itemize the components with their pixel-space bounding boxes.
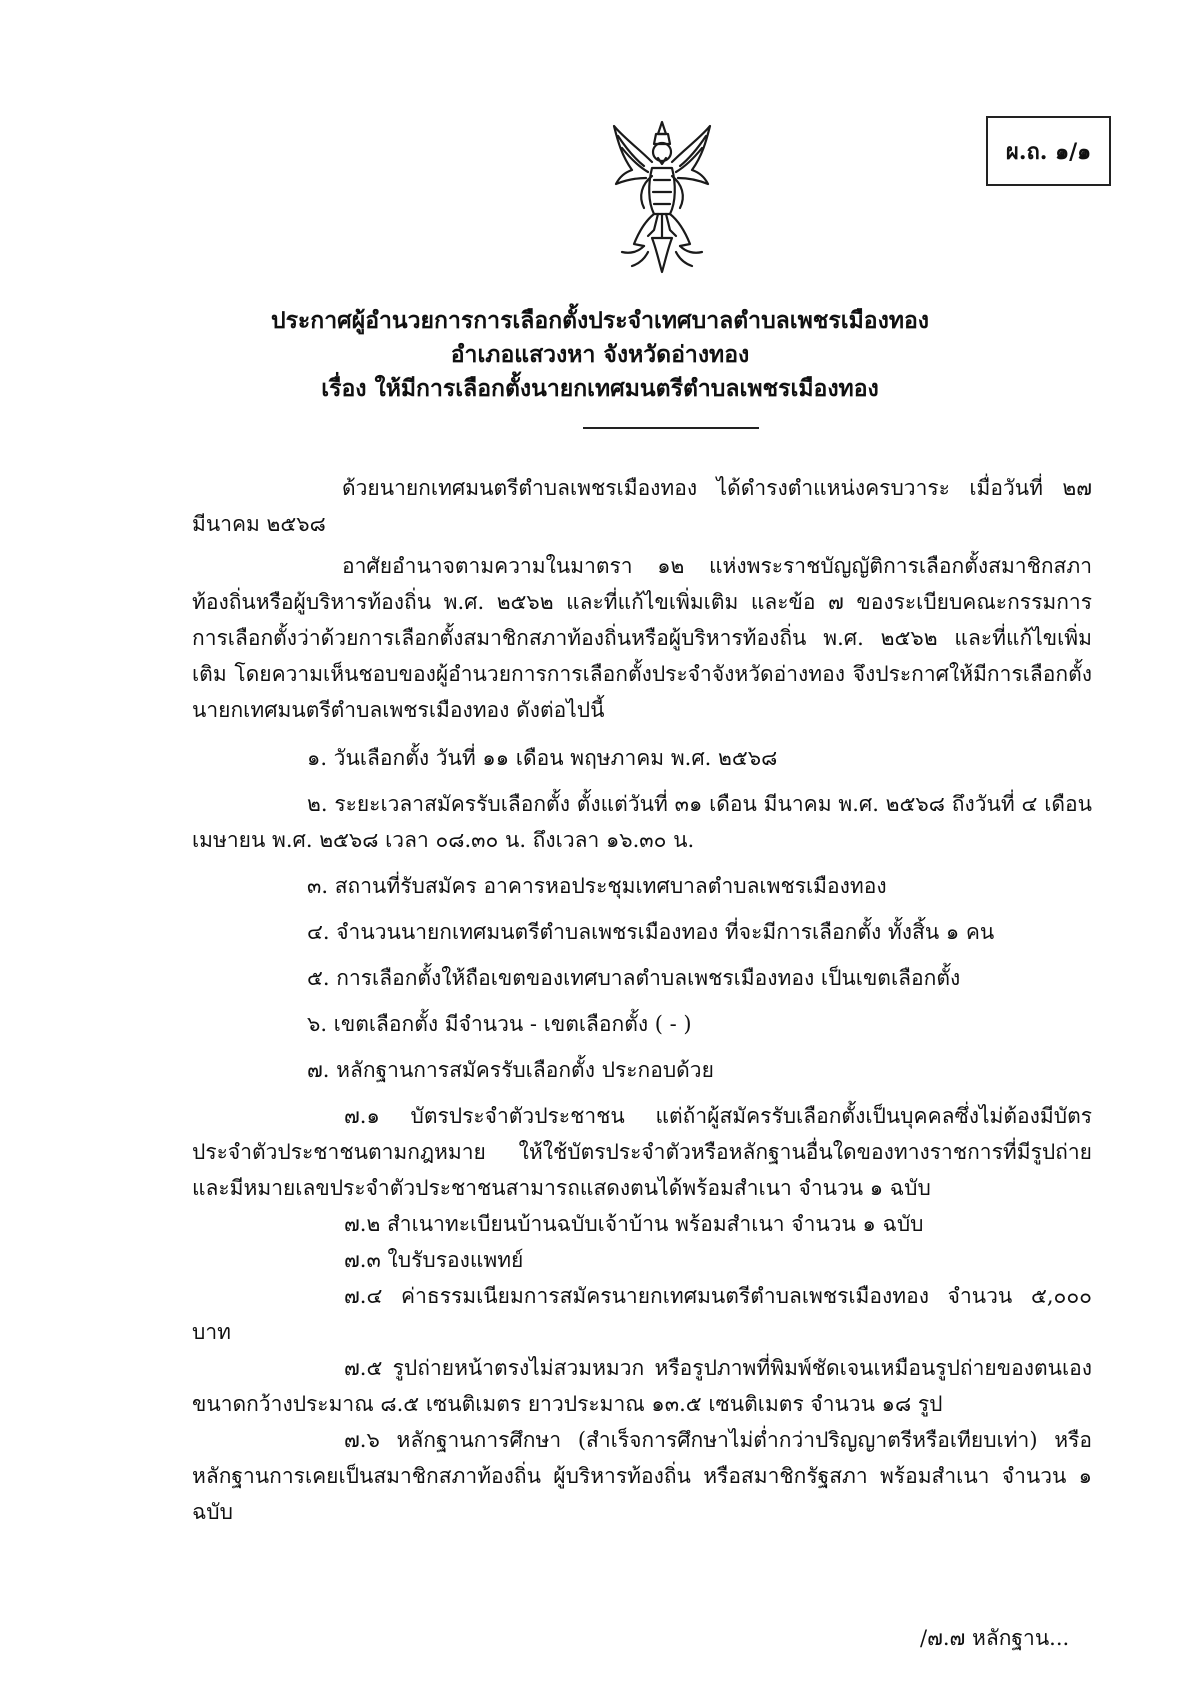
list-item-evidence: ๗. หลักฐานการสมัครรับเลือกตั้ง ประกอบด้วย [307, 1058, 714, 1082]
sub-item-photo: ๗.๕ รูปถ่ายหน้าตรงไม่สวมหมวก หรือรูปภาพที่พิมพ์ชัดเจนเหมือนรูปถ่ายของตนเองขนาดกว้างประมาณ ๘.๕ เซนติเมตร ยาวประมาณ ๑๓.๕ เซนติเมตร จำนวน ๑๘ รูป [192, 1356, 1092, 1416]
list-item-constituency: ๕. การเลือกตั้งให้ถือเขตของเทศบาลตำบลเพชรเมืองทอง เป็นเขตเลือกตั้ง [307, 966, 961, 990]
list-item-constituency-count: ๖. เขตเลือกตั้ง มีจำนวน - เขตเลือกตั้ง ( - ) [307, 1012, 692, 1036]
form-code-box [986, 116, 1111, 186]
sub-item-house-registration: ๗.๒ สำเนาทะเบียนบ้านฉบับเจ้าบ้าน พร้อมสำเนา จำนวน ๑ ฉบับ [344, 1212, 924, 1236]
form-code: ผ.ถ. ๑/๑ [1005, 138, 1092, 165]
garuda-emblem-icon [608, 118, 716, 278]
header-line-2: อำเภอแสวงหา จังหวัดอ่างทอง [450, 341, 750, 368]
header-divider [583, 427, 759, 429]
header-line-1: ประกาศผู้อำนวยการการเลือกตั้งประจำเทศบาลตำบลเพชรเมืองทอง [270, 307, 930, 334]
announcement-header [0, 304, 1200, 406]
list-item-application-place: ๓. สถานที่รับสมัคร อาคารหอประชุมเทศบาลตำบลเพชรเมืองทอง [307, 874, 887, 898]
sub-item-fee: ๗.๔ ค่าธรรมเนียมการสมัครนายกเทศมนตรีตำบลเพชรเมืองทอง จำนวน ๕,๐๐๐ บาท [192, 1284, 1092, 1344]
sub-item-id-card: ๗.๑ บัตรประจำตัวประชาชน แต่ถ้าผู้สมัครรับเลือกตั้งเป็นบุคคลซึ่งไม่ต้องมีบัตรประจำตัวประชาชนตามกฎหมาย ให้ใช้บัตรประจำตัวหรือหลักฐานอื่นใดของทางราชการที่มีรูปถ่าย และมีหมายเลขประจำตัวประชาชนสามารถแสดงตนได้พร้อมสำเนา จำนวน ๑ ฉบับ [192, 1104, 1092, 1200]
announcement-body [192, 470, 1092, 1530]
intro-paragraph: ด้วยนายกเทศมนตรีตำบลเพชรเมืองทอง ได้ดำรงตำแหน่งครบวาระ เมื่อวันที่ ๒๗ มีนาคม ๒๕๖๘ [192, 476, 1092, 536]
sub-item-education: ๗.๖ หลักฐานการศึกษา (สำเร็จการศึกษาไม่ต่ำกว่าปริญญาตรีหรือเทียบเท่า) หรือหลักฐานการเคยเป็นสมาชิกสภาท้องถิ่น ผู้บริหารท้องถิ่น หรือสมาชิกรัฐสภา พร้อมสำเนา จำนวน ๑ ฉบับ [192, 1428, 1092, 1524]
list-item-application-period: ๒. ระยะเวลาสมัครรับเลือกตั้ง ตั้งแต่วันที่ ๓๑ เดือน มีนาคม พ.ศ. ๒๕๖๘ ถึงวันที่ ๔ เดือน เมษายน พ.ศ. ๒๕๖๘ เวลา ๐๘.๓๐ น. ถึงเวลา ๑๖.๓๐ น. [192, 792, 1092, 852]
list-item-election-date: ๑. วันเลือกตั้ง วันที่ ๑๑ เดือน พฤษภาคม พ.ศ. ๒๕๖๘ [307, 746, 778, 770]
header-subject: เรื่อง ให้มีการเลือกตั้งนายกเทศมนตรีตำบลเพชรเมืองทอง [321, 375, 879, 402]
list-item-number-of-mayors: ๔. จำนวนนายกเทศมนตรีตำบลเพชรเมืองทอง ที่จะมีการเลือกตั้ง ทั้งสิ้น ๑ คน [307, 920, 995, 944]
authority-paragraph: อาศัยอำนาจตามความในมาตรา ๑๒ แห่งพระราชบัญญัติการเลือกตั้งสมาชิกสภาท้องถิ่นหรือผู้บริหารท้องถิ่น พ.ศ. ๒๕๖๒ และที่แก้ไขเพิ่มเติม และข้อ ๗ ของระเบียบคณะกรรมการการเลือกตั้งว่าด้วยการเลือกตั้งสมาชิกสภาท้องถิ่นหรือผู้บริหารท้องถิ่น พ.ศ. ๒๕๖๒ และที่แก้ไขเพิ่มเติม โดยความเห็นชอบของผู้อำนวยการการเลือกตั้งประจำจังหวัดอ่างทอง จึงประกาศให้มีการเลือกตั้งนายกเทศมนตรีตำบลเพชรเมืองทอง ดังต่อไปนี้ [192, 554, 1092, 722]
continuation-reference: /๗.๗ หลักฐาน... [920, 1626, 1070, 1650]
sub-item-medical-certificate: ๗.๓ ใบรับรองแพทย์ [344, 1248, 524, 1272]
